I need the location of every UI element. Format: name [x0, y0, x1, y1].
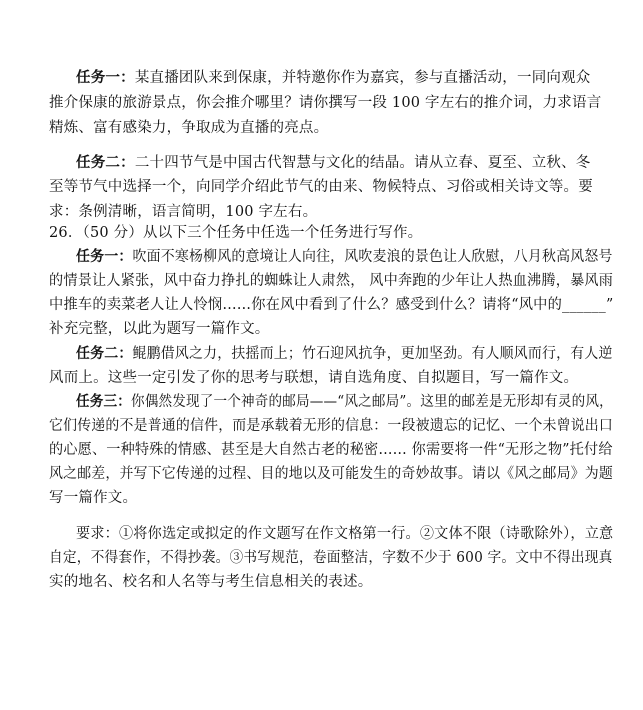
q26-task3-line-5: 写一篇作文。: [49, 490, 138, 506]
q26-task3-text-1: 你偶然发现了一个神奇的邮局——“风之邮局”。这里的邮差是无形却有灵的风，: [131, 394, 613, 410]
prev-task1-line-1: [76, 68, 591, 88]
q26-task2-line-2: 风而上。这些一定引发了你的思考与联想，请自选角度、自拟题目，写一篇作文。: [49, 370, 579, 386]
q26-task2-text-1: 鲲鹏借风之力，扶摇而上；竹石迎风抗争，更加坚劲。有人顺风而行，有人逆: [132, 346, 613, 362]
q26-task3-line-1: [76, 392, 613, 412]
q26-task1-line-4: 补充完整，以此为题写一篇作文。: [49, 321, 270, 337]
q26-task1-line-1: [76, 247, 613, 267]
requirements-line-2: 自定，不得套作，不得抄袭。③书写规范，卷面整洁，字数不少于 600 字。文中不得出现真: [49, 550, 613, 566]
q26-task3-label: 任务三：: [76, 393, 132, 410]
q26-task3-line-2: 它们传递的不是普通的信件，而是承载着无形的信息：一段被遗忘的记忆、一个未曾说出口: [49, 418, 614, 434]
q26-task3-line-4: 风之邮差，并写下它传递的过程、目的地以及可能发生的奇妙故事。请以《风之邮局》为题: [49, 466, 614, 482]
q26-task1-label: 任务一：: [76, 248, 133, 265]
q26-task2-label: 任务二：: [76, 345, 133, 362]
prev-task2-label: 任务二：: [76, 154, 135, 171]
prev-task2-text-1: 二十四节气是中国古代智慧与文化的结晶。请从立春、夏至、立秋、冬: [134, 155, 591, 171]
q26-task2-line-1: [76, 344, 613, 364]
requirements-line-1: 要求：①将你选定或拟定的作文题写在作文格第一行。②文体不限（诗歌除外），立意: [76, 526, 614, 542]
prev-task2-line-1: [76, 153, 591, 173]
q26-task1-text-1: 吹面不寒杨柳风的意境让人向往，风吹麦浪的景色让人欣慰，八月秋高风怒号: [132, 249, 613, 265]
prev-task1-line-2: 推介保康的旅游景点，你会推介哪里？请你撰写一段 100 字左右的推介词，力求语言: [49, 95, 602, 111]
prev-task2-line-3: 求：条例清晰，语言简明，100 字左右。: [49, 204, 318, 220]
q26-task1-line-3: 中推车的卖菜老人让人怜悯……你在风中看到了什么？感受到什么？请将“风中的______”: [49, 297, 614, 313]
prev-task1-label: 任务一：: [76, 69, 135, 86]
q26-task1-line-2: 的情景让人紧张，风中奋力挣扎的蜘蛛让人肃然， 风中奔跑的少年让人热血沸腾，暴风雨: [49, 273, 614, 289]
q26-task3-line-3: 的心愿、一种特殊的情感、甚至是大自然古老的秘密…… 你需要将一件“无形之物”托付给: [49, 442, 613, 458]
prev-task2-line-2: 至等节气中选择一个，向同学介绍此节气的由来、物候特点、习俗或相关诗文等。要: [49, 179, 593, 195]
prev-task1-line-3: 精炼、富有感染力，争取成为直播的亮点。: [49, 120, 329, 136]
prev-task1-text-1: 某直播团队来到保康，并特邀你作为嘉宾，参与直播活动，一同向观众: [134, 70, 591, 86]
question-26-header: 26．（50 分）从以下三个任务中任选一个任务进行写作。: [49, 225, 423, 241]
requirements-line-3: 实的地名、校名和人名等与考生信息相关的表述。: [49, 574, 373, 590]
